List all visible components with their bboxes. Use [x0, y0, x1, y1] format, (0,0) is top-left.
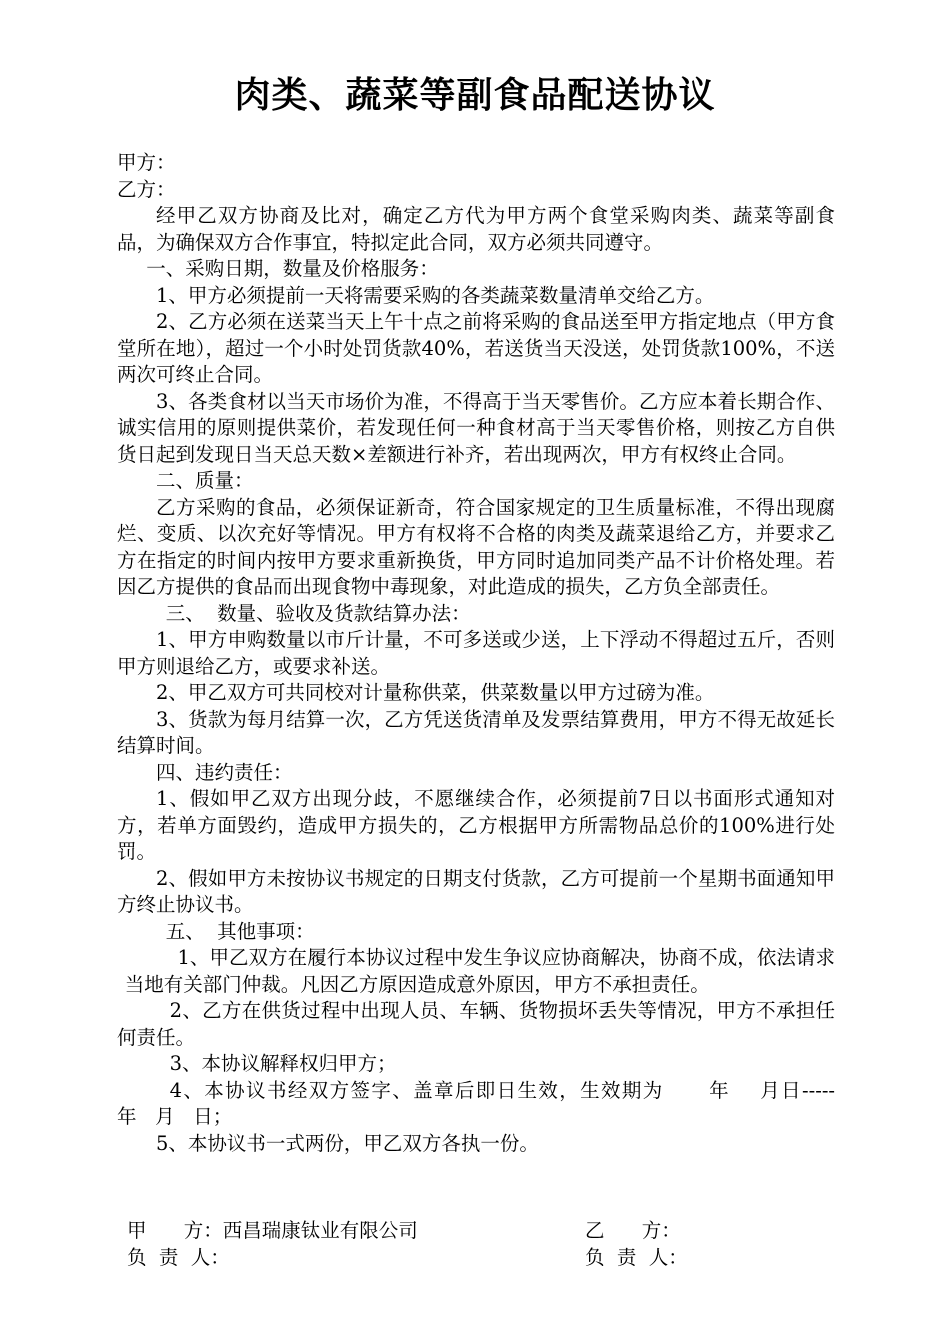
section-paragraph: 1、甲乙双方在履行本协议过程中发生争议应协商解决，协商不成，依法请求当地有关部门仲裁。凡因乙方原因造成意外原因，甲方不承担责任。: [124, 946, 835, 996]
section-paragraph: 3、本协议解释权归甲方；: [169, 1052, 397, 1075]
section-paragraph: 3、各类食材以当天市场价为准，不得高于当天零售价。乙方应本着长期合作、诚实信用的原则提供菜价，若发现任何一种食材高于当天零售价格，则按乙方自供货日起到发现日当天总天数×差额进行补齐，若出现两次，甲方有权终止合同。: [117, 389, 835, 466]
signature-party-b: [585, 1218, 688, 1271]
section-heading: 五、 其他事项：: [165, 919, 315, 943]
section-paragraph: 4、本协议书经双方签字、盖章后即日生效，生效期为 年 月日----- 年 月 日；: [117, 1078, 873, 1128]
intro-paragraph: 经甲乙双方协商及比对，确定乙方代为甲方两个食堂采购肉类、蔬菜等副食品，为确保双方合作事宜，特拟定此合同，双方必须共同遵守。: [117, 204, 835, 254]
section-paragraph: 2、假如甲方未按协议书规定的日期支付货款，乙方可提前一个星期书面通知甲方终止协议书。: [117, 866, 835, 916]
document-body: [117, 150, 873, 1157]
section-paragraph: 2、乙方必须在送菜当天上午十点之前将采购的食品送至甲方指定地点（甲方食堂所在地），超过一个小时处罚货款40%，若送货当天没送，处罚货款100%，不送两次可终止合同。: [117, 310, 835, 386]
party-a-representative-line: 负 责 人：: [127, 1245, 230, 1269]
party-b-signature-line: 乙 方：: [585, 1219, 681, 1242]
section-paragraph: 3、货款为每月结算一次，乙方凭送货清单及发票结算费用，甲方不得无故延长结算时间。: [117, 707, 835, 757]
party-a-signature-line: 甲 方：西昌瑞康钛业有限公司: [127, 1219, 418, 1242]
party-a-line: 甲方：: [117, 151, 176, 174]
section-heading: 三、 数量、验收及货款结算办法：: [165, 601, 471, 625]
section-paragraph: 乙方采购的食品，必须保证新奇，符合国家规定的卫生质量标准，不得出现腐烂、变质、以次充好等情况。甲方有权将不合格的肉类及蔬菜退给乙方，并要求乙方在指定的时间内按甲方要求重新换货，甲方同时追加同类产品不计价格处理。若因乙方提供的食品而出现食物中毒现象，对此造成的损失，乙方负全部责任。: [117, 495, 835, 598]
section-paragraph: 1、假如甲乙双方出现分歧，不愿继续合作，必须提前7日以书面形式通知对方，若单方面毁约，造成甲方损失的，乙方根据甲方所需物品总价的100%进行处罚。: [117, 787, 835, 863]
section-paragraph: 2、甲乙双方可共同校对计量称供菜，供菜数量以甲方过磅为准。: [156, 681, 715, 704]
section-heading: 二、质量：: [156, 469, 254, 492]
section-heading: 四、违约责任：: [156, 760, 293, 784]
section-heading: 一、采购日期，数量及价格服务：: [146, 257, 439, 280]
party-b-line: 乙方：: [117, 177, 176, 201]
section-paragraph: 1、甲方必须提前一天将需要采购的各类蔬菜数量清单交给乙方。: [156, 283, 715, 307]
section-paragraph: 5、本协议书一式两份，甲乙双方各执一份。: [156, 1131, 539, 1155]
document-title: 肉类、蔬菜等副食品配送协议: [234, 75, 716, 116]
party-b-representative-line: 负 责 人：: [585, 1245, 688, 1269]
signature-party-a: [127, 1218, 418, 1271]
section-paragraph: 2、乙方在供货过程中出现人员、车辆、货物损坏丢失等情况，甲方不承担任何责任。: [117, 999, 835, 1049]
section-paragraph: 1、甲方申购数量以市斤计量，不可多送或少送，上下浮动不得超过五斤，否则甲方则退给乙方，或要求补送。: [117, 628, 835, 678]
